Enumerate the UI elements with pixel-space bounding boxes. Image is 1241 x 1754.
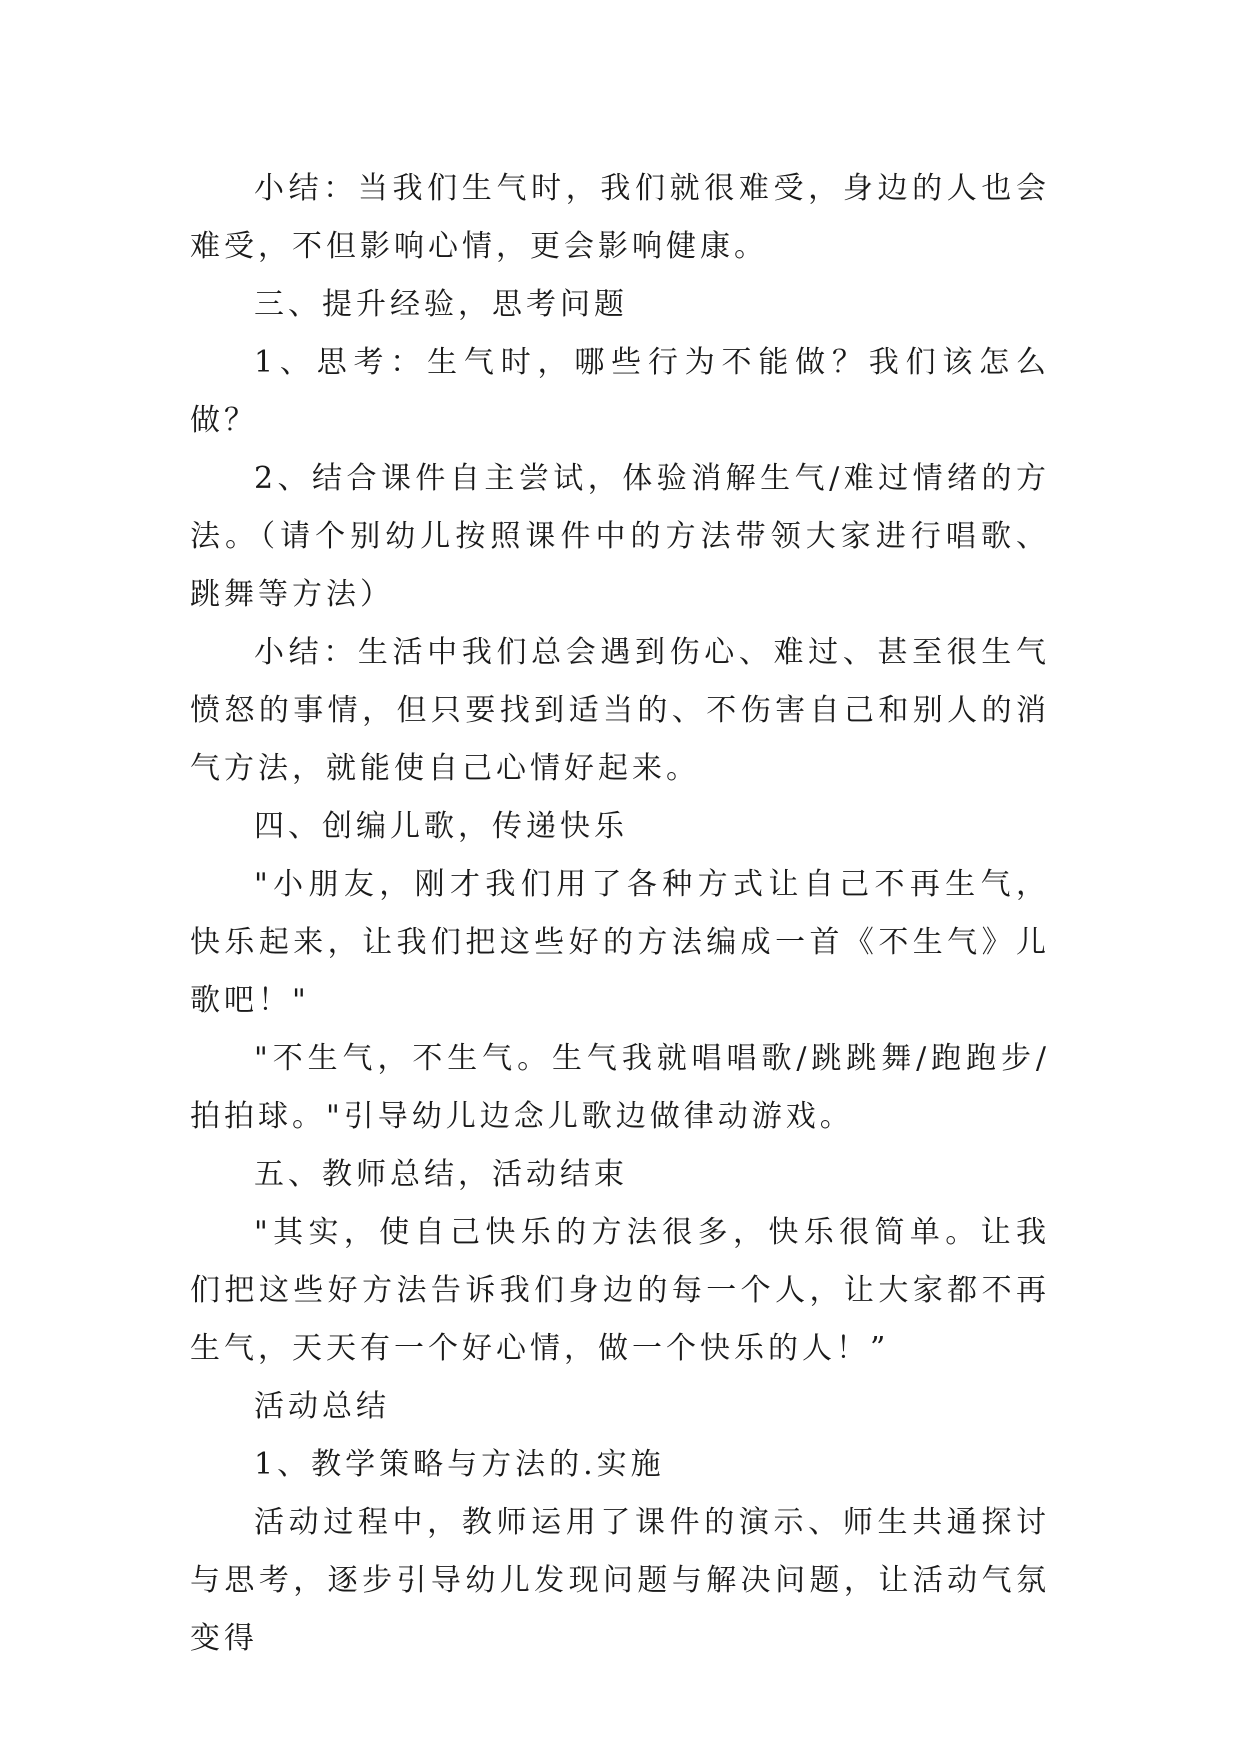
list-item-think: 1、思考：生气时，哪些行为不能做？我们该怎么做？: [190, 345, 1050, 438]
paragraph-process: 活动过程中，教师运用了课件的演示、师生共通探讨与思考，逐步引导幼儿发现问题与解决问题，让活动气氛变得: [190, 1505, 1050, 1656]
document-body: [190, 160, 1050, 1668]
section-heading-4: 四、创编儿歌，传递快乐: [254, 809, 628, 844]
section-heading-3: 三、提升经验，思考问题: [254, 287, 628, 322]
paragraph-summary-2: 小结：生活中我们总会遇到伤心、难过、甚至很生气愤怒的事情，但只要找到适当的、不伤害自己和别人的消气方法，就能使自己心情好起来。: [190, 635, 1050, 786]
section-heading-5: 五、教师总结，活动结束: [254, 1157, 628, 1192]
paragraph-quote-kids: "小朋友，刚才我们用了各种方式让自己不再生气，快乐起来，让我们把这些好的方法编成一首《不生气》儿歌吧！": [190, 867, 1050, 1018]
paragraph-summary-1: 小结：当我们生气时，我们就很难受，身边的人也会难受，不但影响心情，更会影响健康。: [190, 171, 1050, 264]
paragraph-quote-teacher: "其实，使自己快乐的方法很多，快乐很简单。让我们把这些好方法告诉我们身边的每一个人，让大家都不再生气，天天有一个好心情，做一个快乐的人！”: [190, 1215, 1050, 1366]
section-heading-summary: 活动总结: [254, 1389, 390, 1424]
list-item-courseware: 2、结合课件自主尝试，体验消解生气/难过情绪的方法。（请个别幼儿按照课件中的方法带领大家进行唱歌、跳舞等方法）: [190, 461, 1050, 612]
paragraph-song: "不生气，不生气。生气我就唱唱歌/跳跳舞/跑跑步/拍拍球。"引导幼儿边念儿歌边做律动游戏。: [190, 1041, 1050, 1134]
list-item-strategy: 1、教学策略与方法的.实施: [254, 1447, 665, 1482]
